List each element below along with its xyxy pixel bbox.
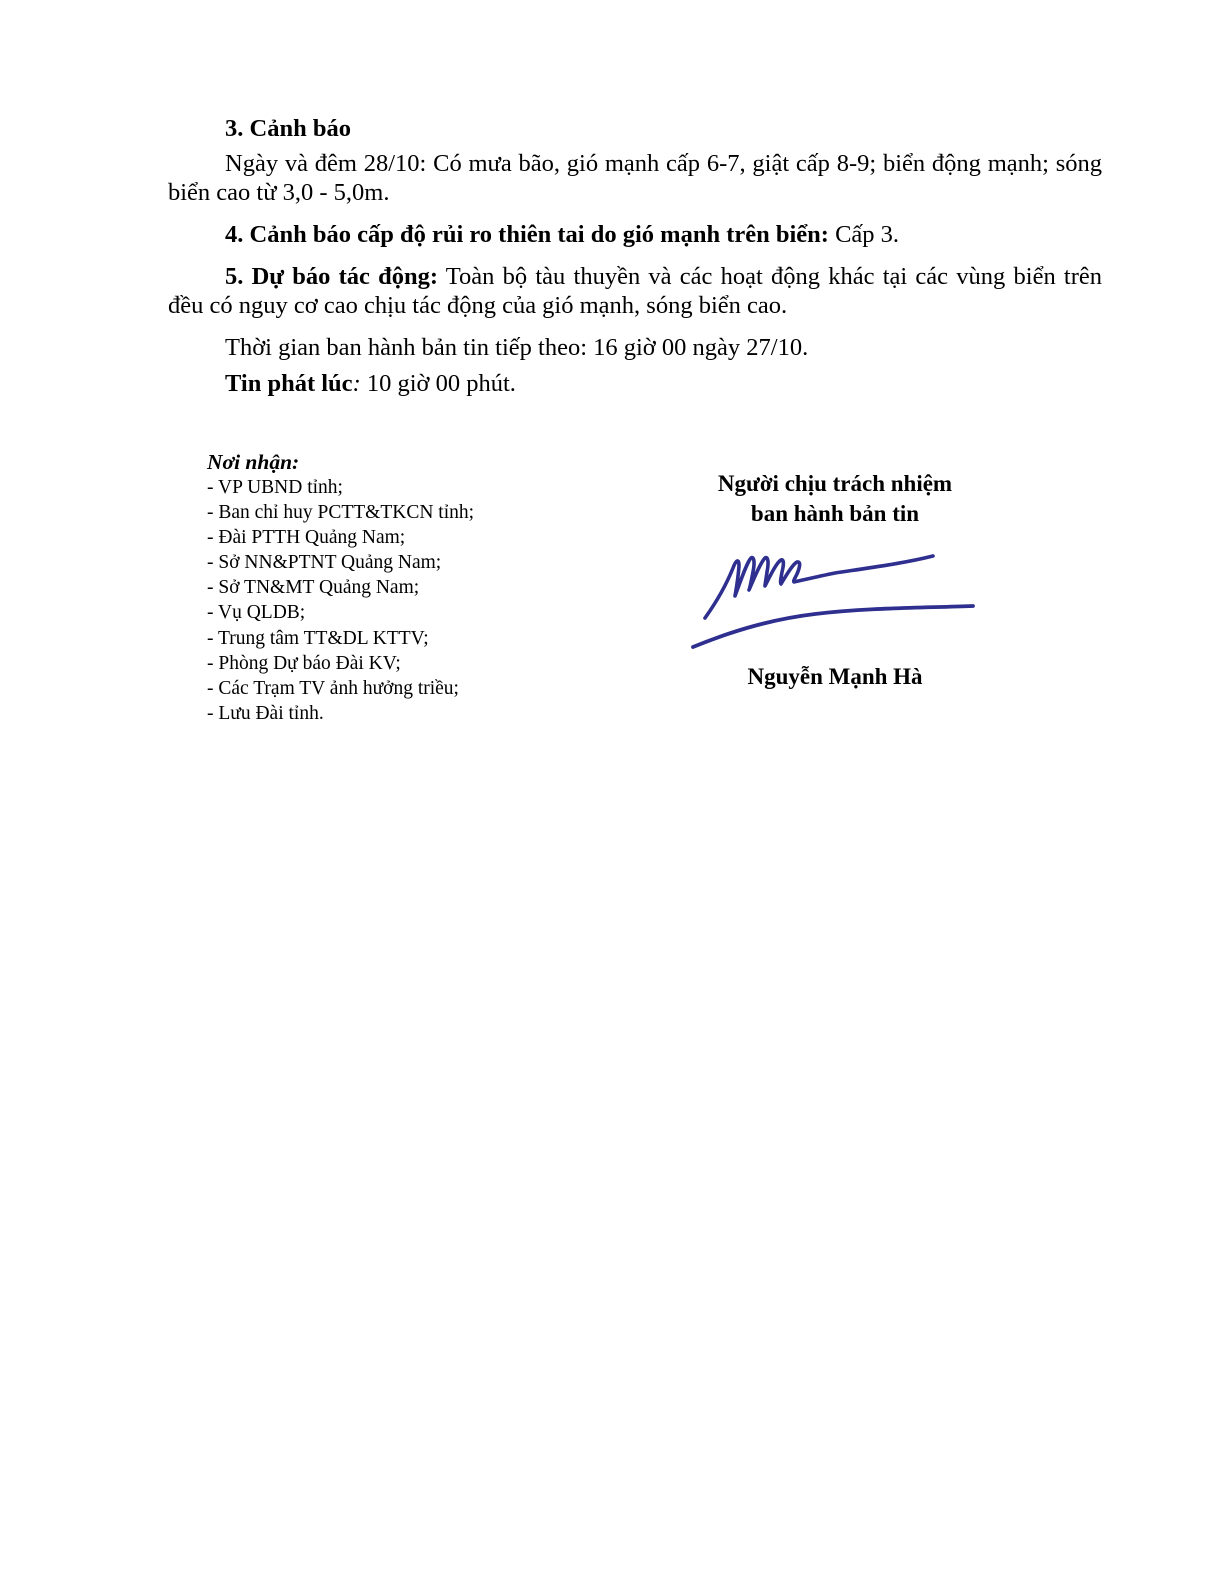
signer-title-line-2: ban hành bản tin bbox=[750, 500, 920, 526]
recipient-item: - Sở TN&MT Quảng Nam; bbox=[207, 577, 420, 599]
issued-at bbox=[168, 369, 1102, 398]
recipient-item: - VP UBND tỉnh; bbox=[207, 477, 343, 498]
signer-block bbox=[680, 469, 990, 691]
section-5-label: 5. Dự báo tác động: bbox=[225, 263, 438, 290]
recipient-item: - Các Trạm TV ảnh hưởng triều; bbox=[207, 677, 459, 699]
issued-at-label: Tin phát lúc bbox=[225, 370, 353, 397]
section-3-heading bbox=[168, 114, 1102, 143]
issued-at-colon: : bbox=[352, 370, 361, 397]
issued-at-value: 10 giờ 00 phút. bbox=[360, 370, 516, 397]
recipients-heading: Nơi nhận: bbox=[207, 450, 300, 474]
recipient-item: - Phòng Dự báo Đài KV; bbox=[207, 652, 401, 674]
signer-name: Nguyễn Mạnh Hà bbox=[747, 664, 923, 689]
recipients-list bbox=[207, 475, 627, 726]
section-4-value: Cấp 3. bbox=[828, 221, 900, 248]
recipient-item: - Trung tâm TT&DL KTTV; bbox=[207, 627, 429, 649]
handwritten-signature bbox=[685, 530, 985, 660]
section-5 bbox=[168, 262, 1102, 320]
section-3-text bbox=[168, 149, 1102, 207]
recipient-item: - Ban chỉ huy PCTT&TKCN tỉnh; bbox=[207, 502, 475, 524]
section-3-heading-text: 3. Cảnh báo bbox=[225, 115, 351, 142]
recipients-block bbox=[207, 449, 627, 726]
recipient-item: - Sở NN&PTNT Quảng Nam; bbox=[207, 552, 442, 574]
recipient-item: - Vụ QLDB; bbox=[207, 602, 306, 624]
section-5-text: Toàn bộ tàu thuyền và các hoạt động khác tại các vùng biển trên đều có nguy cơ cao chịu tác động của gió mạnh, sóng biển cao. bbox=[168, 263, 1103, 319]
section-3-body: Ngày và đêm 28/10: Có mưa bão, gió mạnh cấp 6-7, giật cấp 8-9; biển động mạnh; sóng biển cao từ 3,0 - 5,0m. bbox=[168, 150, 1102, 206]
section-4-label: 4. Cảnh báo cấp độ rủi ro thiên tai do gió mạnh trên biển: bbox=[225, 221, 829, 248]
recipient-item: - Lưu Đài tỉnh. bbox=[207, 702, 324, 724]
next-issue-text: Thời gian ban hành bản tin tiếp theo: 16 giờ 00 ngày 27/10. bbox=[225, 334, 809, 361]
section-4 bbox=[168, 220, 1102, 249]
next-issue-time bbox=[168, 333, 1102, 362]
signer-title-line-1: Người chịu trách nhiệm bbox=[717, 471, 953, 496]
recipient-item: - Đài PTTH Quảng Nam; bbox=[207, 527, 406, 549]
